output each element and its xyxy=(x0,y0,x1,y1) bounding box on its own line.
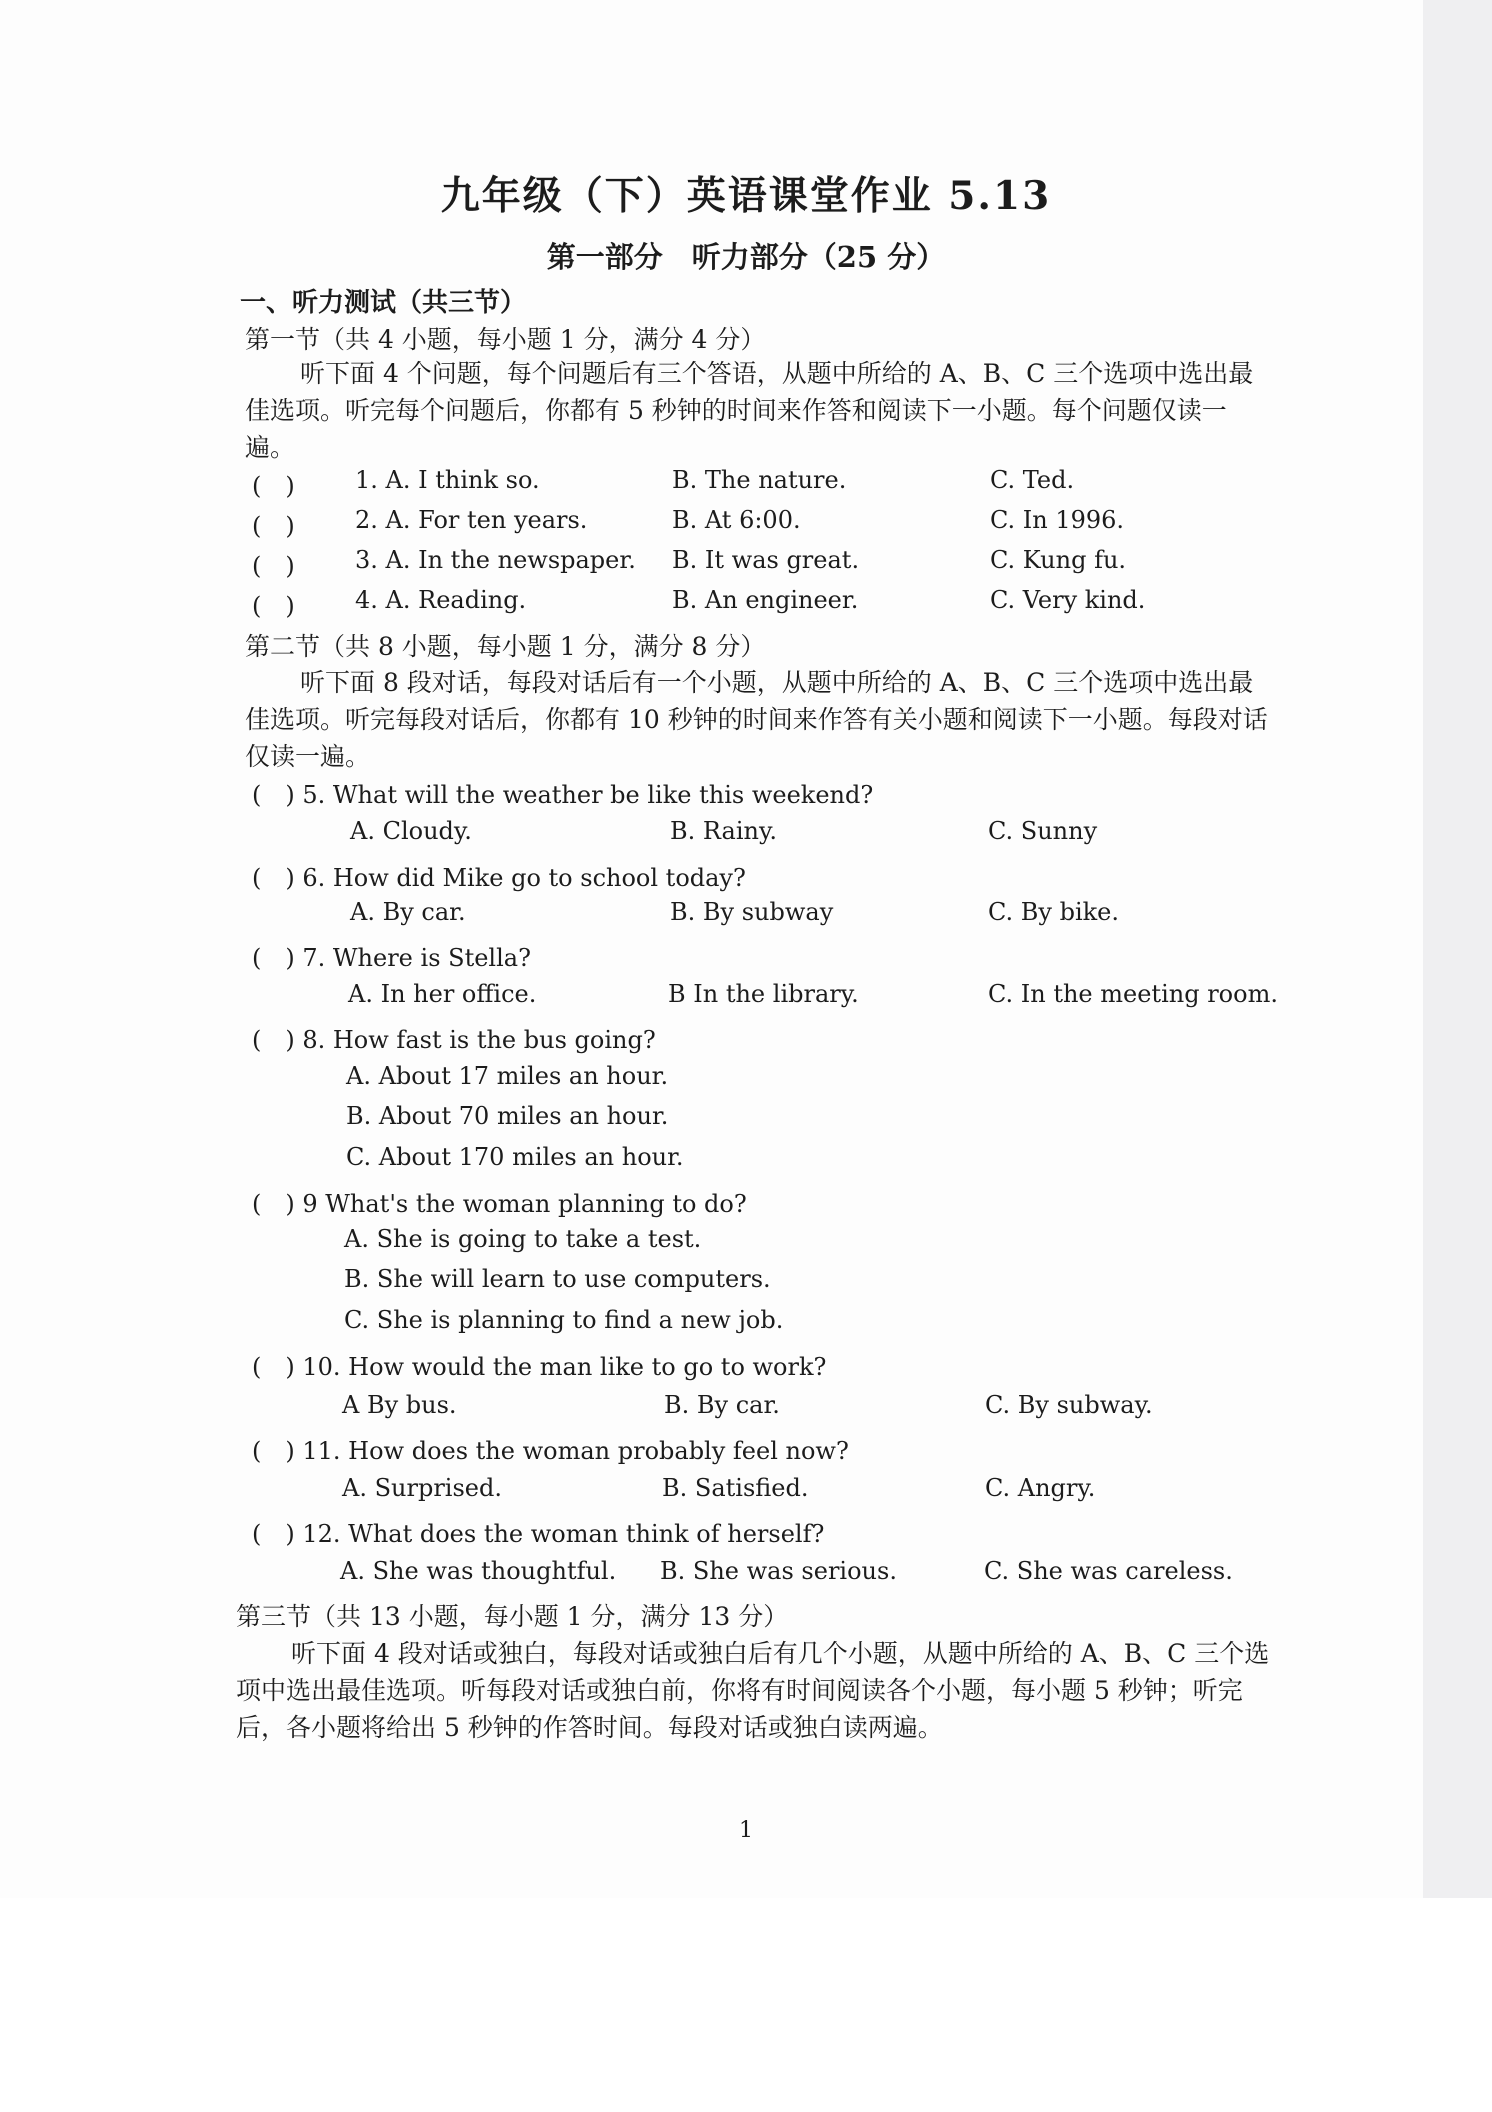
q2-option-a: 2. A. For ten years. xyxy=(355,506,588,534)
q5-stem: ( ) 5. What will the weather be like this weekend? xyxy=(252,781,874,809)
q11-stem: ( ) 11. How does the woman probably feel now? xyxy=(252,1437,849,1465)
sec3-instructions: 听下面 4 段对话或独白，每段对话或独白后有几个小题，从题中所给的 A、B、C 三个选项中选出最佳选项。听每段对话或独白前，你将有时间阅读各个小题，每小题 5 秒钟；听完后，各小题将给出 5 秒钟的作答时间。每段对话或独白读两遍。 xyxy=(236,1639,1270,1742)
q3-option-b: B. It was great. xyxy=(672,546,860,574)
q6-stem: ( ) 6. How did Mike go to school today? xyxy=(252,864,746,892)
q7-stem: ( ) 7. Where is Stella? xyxy=(252,944,531,972)
q4-option-b: B. An engineer. xyxy=(672,586,859,614)
q10-option-b: B. By car. xyxy=(664,1391,780,1419)
q1-option-a: 1. A. I think so. xyxy=(355,466,540,494)
section-heading: 一、听力测试（共三节） xyxy=(240,288,527,318)
q10-stem: ( ) 10. How would the man like to go to work? xyxy=(252,1353,827,1381)
q11-option-a: A. Surprised. xyxy=(342,1474,502,1502)
scan-edge xyxy=(1423,0,1492,1898)
sec3-heading: 第三节（共 13 小题，每小题 1 分，满分 13 分） xyxy=(236,1602,789,1631)
sec1-instructions: 听下面 4 个问题，每个问题后有三个答语，从题中所给的 A、B、C 三个选项中选出最佳选项。听完每个问题后，你都有 5 秒钟的时间来作答和阅读下一小题。每个问题仅读一遍。 xyxy=(245,359,1254,462)
q9-option-c: C. She is planning to find a new job. xyxy=(344,1306,784,1334)
q8-option-a: A. About 17 miles an hour. xyxy=(346,1062,669,1090)
q12-option-b: B. She was serious. xyxy=(660,1557,897,1585)
q11-option-c: C. Angry. xyxy=(985,1474,1096,1502)
q5-option-b: B. Rainy. xyxy=(670,817,777,845)
q4-option-c: C. Very kind. xyxy=(990,586,1146,614)
page-title: 九年级（下）英语课堂作业 5.13 xyxy=(440,173,1052,219)
q7-option-a: A. In her office. xyxy=(348,980,537,1008)
sec2-heading: 第二节（共 8 小题，每小题 1 分，满分 8 分） xyxy=(245,632,766,661)
q3-paren: ( ) xyxy=(252,552,295,580)
q1-option-b: B. The nature. xyxy=(672,466,847,494)
q5-option-a: A. Cloudy. xyxy=(350,817,472,845)
q3-option-c: C. Kung fu. xyxy=(990,546,1127,574)
q9-option-a: A. She is going to take a test. xyxy=(344,1225,702,1253)
sec2-instructions: 听下面 8 段对话，每段对话后有一个小题，从题中所给的 A、B、C 三个选项中选出最佳选项。听完每段对话后，你都有 10 秒钟的时间来作答有关小题和阅读下一小题。每段对话仅读一遍。 xyxy=(245,668,1268,771)
q9-stem: ( ) 9 What's the woman planning to do? xyxy=(252,1190,747,1218)
sec1-heading: 第一节（共 4 小题，每小题 1 分，满分 4 分） xyxy=(245,325,766,354)
q11-option-b: B. Satisfied. xyxy=(662,1474,809,1502)
q7-option-c: C. In the meeting room. xyxy=(988,980,1278,1008)
q6-option-b: B. By subway xyxy=(670,898,834,926)
q12-stem: ( ) 12. What does the woman think of herself? xyxy=(252,1520,825,1548)
q4-paren: ( ) xyxy=(252,592,295,620)
q5-option-c: C. Sunny xyxy=(988,817,1098,845)
part-title: 第一部分 听力部分（25 分） xyxy=(546,240,946,274)
page-number: 1 xyxy=(739,1818,753,1843)
q10-option-c: C. By subway. xyxy=(985,1391,1153,1419)
q1-option-c: C. Ted. xyxy=(990,466,1075,494)
q3-option-a: 3. A. In the newspaper. xyxy=(355,546,636,574)
q12-option-a: A. She was thoughtful. xyxy=(340,1557,617,1585)
q8-option-c: C. About 170 miles an hour. xyxy=(346,1143,684,1171)
q1-paren: ( ) xyxy=(252,472,295,500)
q4-option-a: 4. A. Reading. xyxy=(355,586,527,614)
q12-option-c: C. She was careless. xyxy=(984,1557,1233,1585)
q6-option-c: C. By bike. xyxy=(988,898,1120,926)
q9-option-b: B. She will learn to use computers. xyxy=(344,1265,771,1293)
q8-option-b: B. About 70 miles an hour. xyxy=(346,1102,669,1130)
q8-stem: ( ) 8. How fast is the bus going? xyxy=(252,1026,656,1054)
q7-option-b: B In the library. xyxy=(668,980,859,1008)
q2-option-b: B. At 6:00. xyxy=(672,506,801,534)
q6-option-a: A. By car. xyxy=(350,898,466,926)
q2-paren: ( ) xyxy=(252,512,295,540)
q2-option-c: C. In 1996. xyxy=(990,506,1125,534)
q10-option-a: A By bus. xyxy=(342,1391,457,1419)
